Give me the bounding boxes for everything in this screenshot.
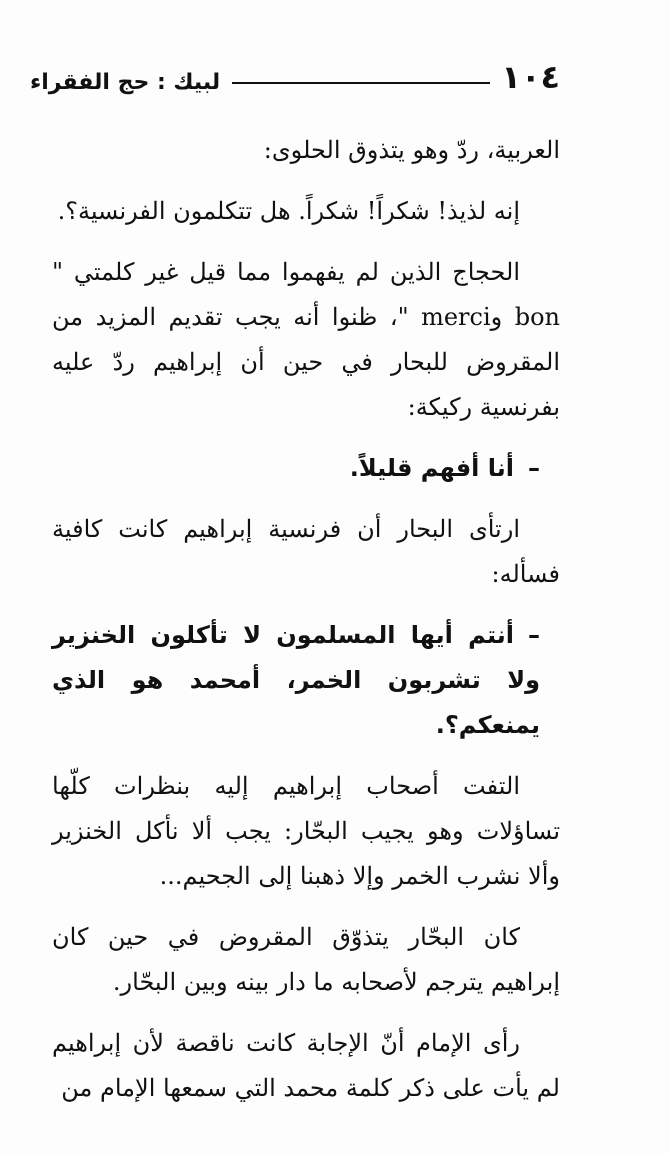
page-header (30, 58, 560, 102)
paragraph-1: العربية، ردّ وهو يتذوق الحلوى: (263, 136, 560, 164)
paragraph-4: ارتأى البحار أن فرنسية إبراهيم كانت كافية فسأله: (52, 515, 560, 588)
paragraph-3: الحجاج الذين لم يفهموا مما قيل غير كلمتي " bon وmerci "، ظنوا أنه يجب تقديم المزيد من المقروض للبحار في حين أن إبراهيم ردّ عليه بفرنسية ركيكة: (52, 258, 561, 421)
page-number: ١٠٤ (501, 58, 560, 96)
header-rule (232, 82, 490, 84)
paragraph-6: كان البحّار يتذوّق المقروض في حين كان إبراهيم يترجم لأصحابه ما دار بينه وبين البحّار. (52, 923, 560, 996)
paragraph-7: رأى الإمام أنّ الإجابة كانت ناقصة لأن إبراهيم لم يأت على ذكر كلمة محمد التي سمعها الإمام من (52, 1029, 560, 1102)
dialogue-1 (52, 446, 560, 491)
dialogue-2-text: أنتم أيها المسلمون لا تأكلون الخنزير ولا تشربون الخمر، أمحمد هو الذي يمنعكم؟. (52, 621, 540, 739)
page-body (52, 128, 560, 1127)
paragraph-5: التفت أصحاب إبراهيم إليه بنظرات كلّها تساؤلات وهو يجيب البحّار: يجب ألا نأكل الخنزير وألا نشرب الخمر وإلا ذهبنا إلى الجحيم... (52, 772, 560, 890)
dialogue-dash: – (528, 454, 540, 482)
dialogue-2 (52, 613, 560, 748)
paragraph-2: إنه لذيذ! شكراً! شكراً. هل تتكلمون الفرنسية؟. (57, 197, 520, 225)
dialogue-1-text: أنا أفهم قليلاً. (349, 454, 514, 482)
running-title: لبيك : حج الفقراء (30, 70, 221, 95)
dialogue-dash: – (528, 621, 540, 649)
